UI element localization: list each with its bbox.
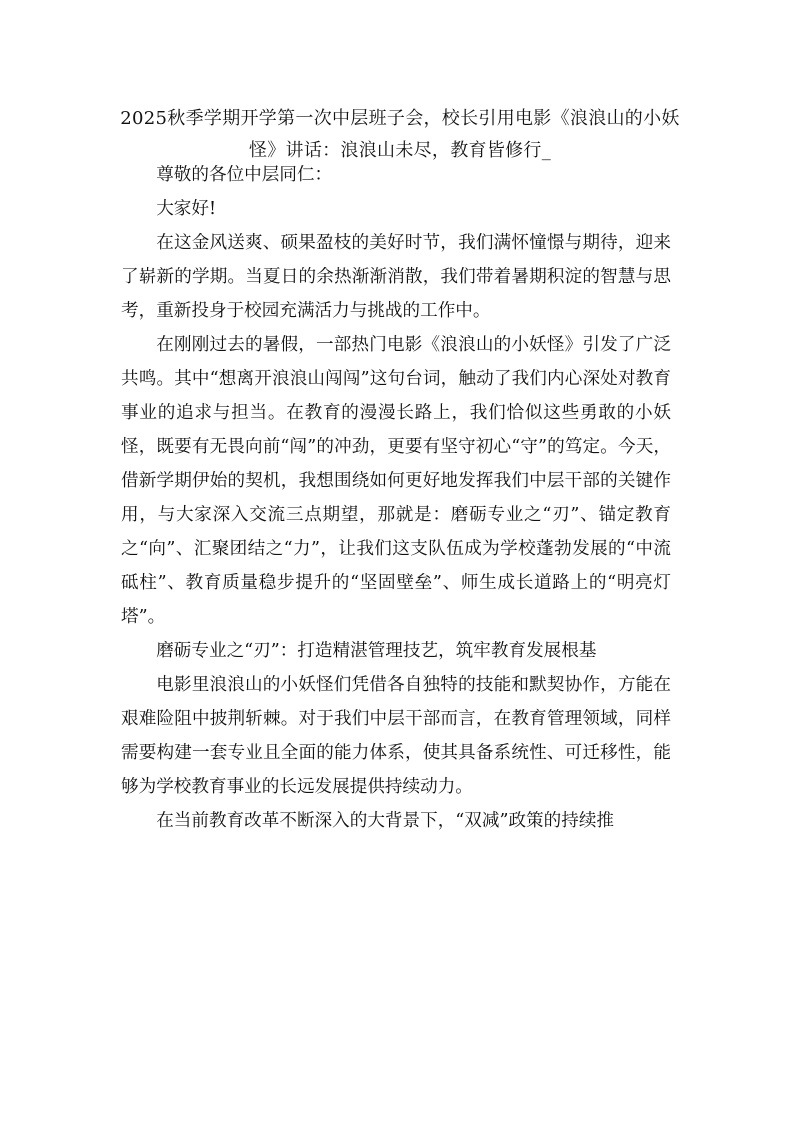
greeting-line: 尊敬的各位中层同仁：	[156, 165, 333, 185]
body-paragraph: 在这金风送爽、硕果盈枝的美好时节，我们满怀憧憬与期待，迎来了崭新的学期。当夏日的余热渐渐消散，我们带着暑期积淀的智慧与思考，重新投身于校园充满活力与挑战的工作中。	[121, 233, 671, 321]
document-body	[121, 158, 671, 838]
body-paragraph: 在当前教育改革不断深入的大背景下，“双减”政策的持续推	[156, 811, 615, 831]
body-paragraph: 电影里浪浪山的小妖怪们凭借各自独特的技能和默契协作，方能在艰难险阻中披荆斩棘。对于我们中层干部而言，在教育管理领域，同样需要构建一套专业且全面的能力体系，使其具备系统性、可迁移性，能够为学校教育事业的长远发展提供持续动力。	[121, 675, 671, 797]
document-title: 2025秋季学期开学第一次中层班子会，校长引用电影《浪浪山的小妖怪》讲话：浪浪山未尽，教育皆修行_	[120, 108, 680, 161]
section-heading: 磨砺专业之“刃”：打造精湛管理技艺，筑牢教育发展根基	[156, 641, 597, 661]
salutation-line: 大家好!	[156, 199, 217, 219]
body-paragraph: 在刚刚过去的暑假，一部热门电影《浪浪山的小妖怪》引发了广泛共鸣。其中“想离开浪浪山闯闯”这句台词，触动了我们内心深处对教育事业的追求与担当。在教育的漫漫长路上，我们恰似这些勇敢的小妖怪，既要有无畏向前“闯”的冲劲，更要有坚守初心“守”的笃定。今天，借新学期伊始的契机，我想围绕如何更好地发挥我们中层干部的关键作用，与大家深入交流三点期望，那就是：磨砺专业之“刃”、锚定教育之“向”、汇聚团结之“力”，让我们这支队伍成为学校蓬勃发展的“中流砥柱”、教育质量稳步提升的“坚固壁垒”、师生成长道路上的“明亮灯塔”。	[121, 335, 671, 627]
